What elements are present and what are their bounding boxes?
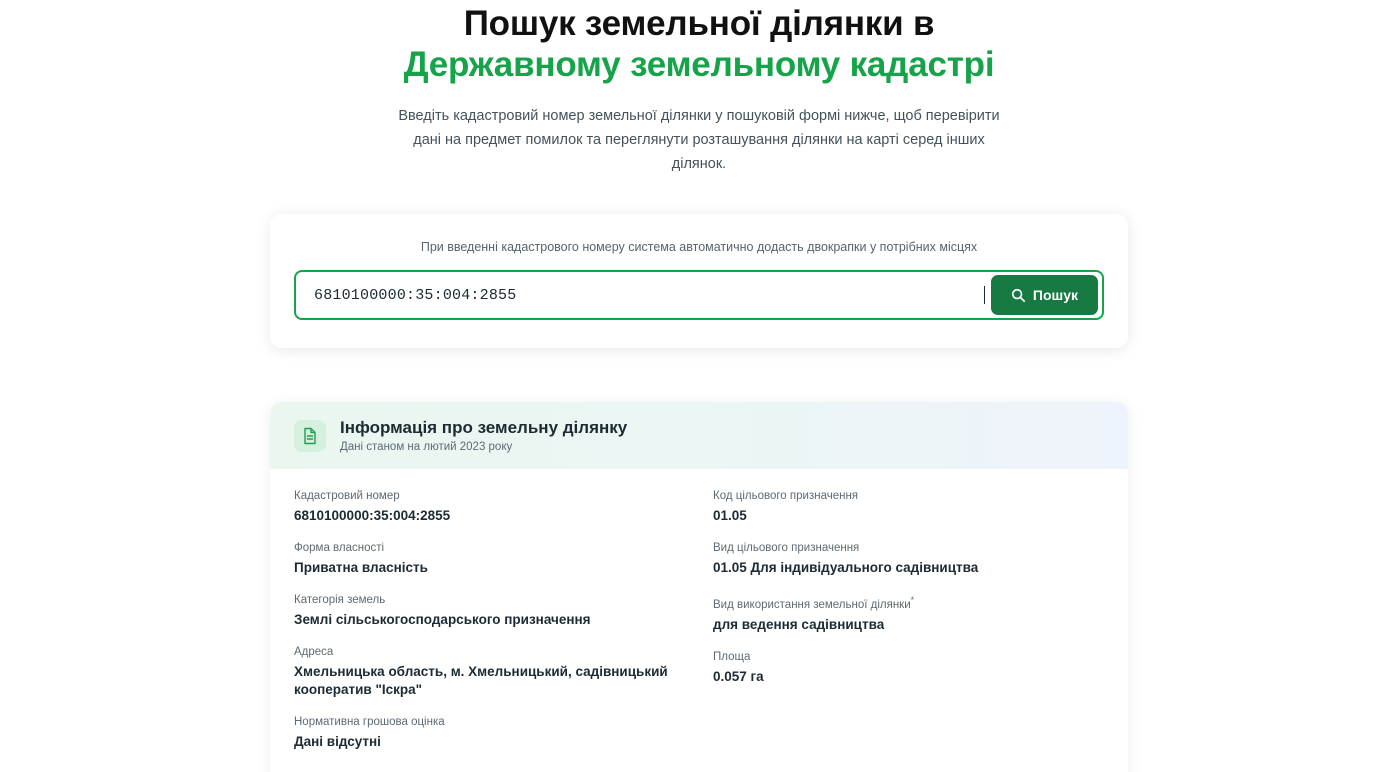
search-row[interactable] — [294, 270, 1104, 320]
field-label: Код цільового призначення — [713, 490, 859, 502]
field-address — [294, 645, 685, 699]
page-title-line1: Пошук земельної ділянки в — [463, 4, 935, 43]
field-value: 6810100000:35:004:2855 — [294, 508, 451, 523]
page-title — [169, 4, 1229, 86]
parcel-info-subtitle: Дані станом на лютий 2023 року — [340, 441, 513, 453]
search-button-label: Пошук — [1032, 287, 1078, 303]
field-label: Кадастровий номер — [294, 490, 400, 502]
field-cadastral-number — [294, 489, 685, 525]
parcel-info-header — [270, 402, 1128, 469]
field-label: Адреса — [294, 646, 334, 658]
search-button[interactable] — [991, 275, 1098, 315]
page-subtitle: Введіть кадастровий номер земельної ділянки у пошуковій формі нижче, щоб перевірити дані на предмет помилок та переглянути розташування ділянки на карті серед інших ділянок. — [398, 108, 1000, 172]
page-title-line2: Державному земельному кадастрі — [403, 45, 995, 84]
field-label — [713, 593, 1104, 613]
text-caret — [984, 286, 985, 304]
field-value: Землі сільськогосподарського призначення — [294, 612, 591, 627]
field-label: Площа — [713, 650, 751, 663]
field-value: Хмельницька область, м. Хмельницький, садівницький кооператив "Іскра" — [294, 664, 668, 697]
field-label: Категорія земель — [294, 594, 386, 606]
parcel-fields-left — [294, 489, 685, 767]
field-label: Вид цільового призначення — [713, 542, 860, 554]
field-value: 0.057 га — [713, 668, 764, 684]
search-hint: При введенні кадастрового номеру система автоматично додасть двокрапки у потрібних місцях — [420, 240, 978, 254]
field-normative-valuation — [294, 715, 685, 751]
document-icon — [294, 420, 326, 452]
field-area — [713, 650, 1104, 686]
search-card — [270, 214, 1128, 348]
field-value: 01.05 Для індивідуального садівництва — [713, 560, 979, 575]
field-land-category — [294, 593, 685, 629]
parcel-info-body — [270, 469, 1128, 772]
parcel-info-card — [270, 402, 1128, 772]
search-input[interactable] — [312, 273, 989, 317]
field-purpose-type — [713, 541, 1104, 577]
field-label-text: Вид використання земельної ділянки — [713, 598, 911, 611]
field-value: Дані відсутні — [294, 734, 381, 749]
footnote-marker: * — [910, 595, 915, 605]
parcel-info-title: Інформація про земельну ділянку — [340, 418, 628, 437]
parcel-fields-right — [713, 489, 1104, 767]
field-label: Нормативна грошова оцінка — [294, 716, 445, 728]
field-purpose-code — [713, 489, 1104, 525]
field-value: 01.05 — [713, 508, 747, 523]
field-ownership-form — [294, 541, 685, 577]
field-label: Форма власності — [294, 542, 385, 554]
field-value: Приватна власність — [294, 560, 428, 575]
search-icon — [1011, 288, 1025, 302]
field-value: для ведення садівництва — [713, 616, 885, 632]
hero-section — [169, 4, 1229, 176]
field-usage-type — [713, 593, 1104, 634]
